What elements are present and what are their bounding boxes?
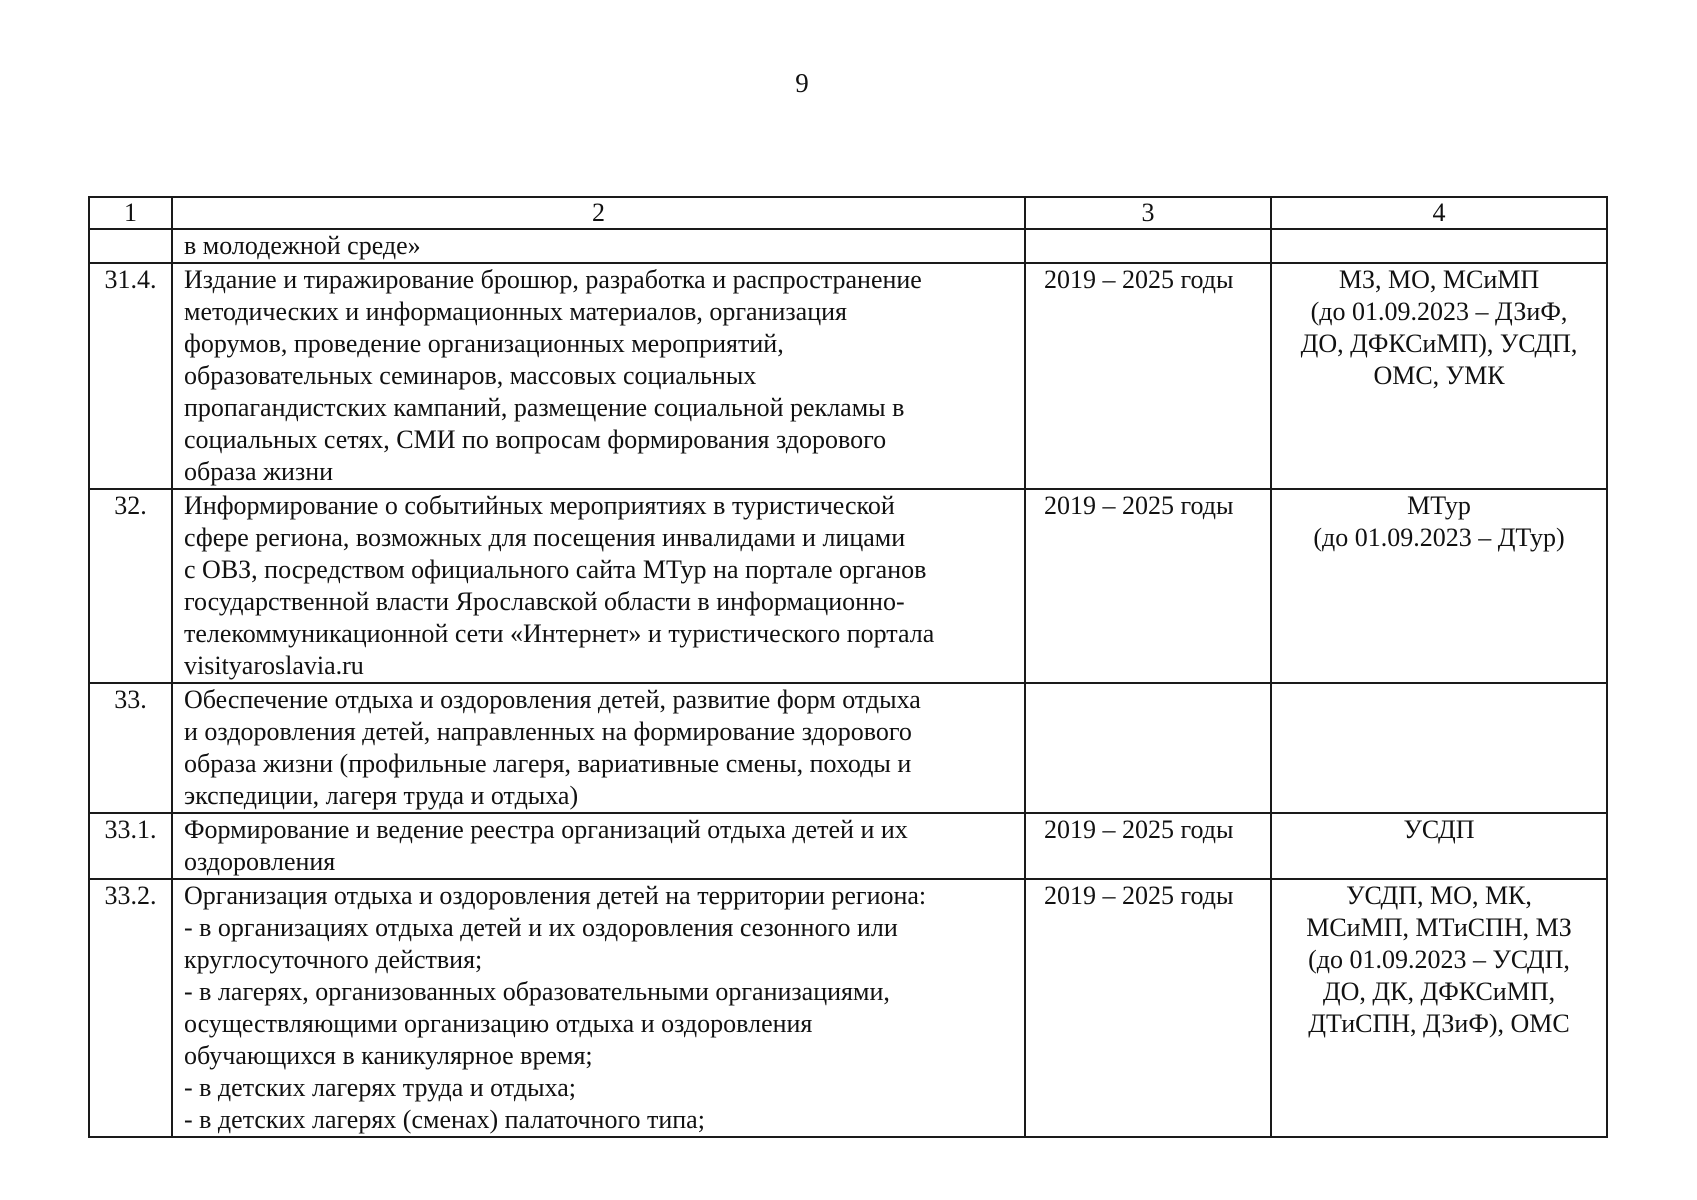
header-col-4: 4 xyxy=(1271,197,1607,229)
description-line: осуществляющими организацию отдыха и оздоровления xyxy=(184,1009,813,1038)
description-line: обучающихся в каникулярное время; xyxy=(184,1041,593,1070)
row-executors xyxy=(1271,879,1607,1137)
row-executors xyxy=(1271,263,1607,489)
description-line: Издание и тиражирование брошюр, разработка и распространение xyxy=(184,265,922,294)
row-period: 2019 – 2025 годы xyxy=(1025,813,1271,879)
row-description xyxy=(172,813,1025,879)
row-period: 2019 – 2025 годы xyxy=(1025,263,1271,489)
row-description xyxy=(172,489,1025,683)
description-line: телекоммуникационной сети «Интернет» и туристического портала xyxy=(184,619,935,648)
executor-line: МСиМП, МТиСПН, МЗ xyxy=(1306,913,1572,942)
description-line: государственной власти Ярославской области в информационно- xyxy=(184,587,905,616)
row-number: 33. xyxy=(89,683,172,813)
description-line: форумов, проведение организационных мероприятий, xyxy=(184,329,784,358)
header-col-2: 2 xyxy=(172,197,1025,229)
description-line: пропагандистских кампаний, размещение социальной рекламы в xyxy=(184,393,905,422)
row-executors xyxy=(1271,683,1607,813)
row-number: 33.1. xyxy=(89,813,172,879)
description-line: экспедиции, лагеря труда и отдыха) xyxy=(184,781,579,810)
table-row xyxy=(89,683,1607,813)
description-line: - в организациях отдыха детей и их оздоровления сезонного или xyxy=(184,913,898,942)
description-line: образовательных семинаров, массовых социальных xyxy=(184,361,757,390)
description-line: Формирование и ведение реестра организаций отдыха детей и их xyxy=(184,815,908,844)
row-number: 32. xyxy=(89,489,172,683)
row-description xyxy=(172,879,1025,1137)
description-line: - в детских лагерях труда и отдыха; xyxy=(184,1073,576,1102)
row-executors xyxy=(1271,489,1607,683)
executor-line: (до 01.09.2023 – ДТур) xyxy=(1313,523,1565,552)
executor-line: (до 01.09.2023 – УСДП, xyxy=(1308,945,1570,974)
table-row xyxy=(89,229,1607,263)
table-row xyxy=(89,879,1607,1137)
executor-line: (до 01.09.2023 – ДЗиФ, xyxy=(1310,297,1568,326)
table-header-row xyxy=(89,197,1607,229)
header-col-1: 1 xyxy=(89,197,172,229)
table-row xyxy=(89,489,1607,683)
description-line: Организация отдыха и оздоровления детей на территории региона: xyxy=(184,881,927,910)
row-description xyxy=(172,263,1025,489)
executor-line: УСДП, МО, МК, xyxy=(1346,881,1532,910)
executor-line: МЗ, МО, МСиМП xyxy=(1338,265,1540,294)
description-line: сфере региона, возможных для посещения инвалидами и лицами xyxy=(184,523,906,552)
row-period: 2019 – 2025 годы xyxy=(1025,489,1271,683)
page-number: 9 xyxy=(795,68,809,98)
header-col-3: 3 xyxy=(1025,197,1271,229)
description-line: образа жизни (профильные лагеря, вариативные смены, походы и xyxy=(184,749,912,778)
executor-line: ДО, ДК, ДФКСиМП, xyxy=(1322,977,1556,1006)
executor-line: ОМС, УМК xyxy=(1373,361,1505,390)
row-number: 31.4. xyxy=(89,263,172,489)
row-executors xyxy=(1271,813,1607,879)
description-line: методических и информационных материалов, организация xyxy=(184,297,847,326)
executor-line: ДО, ДФКСиМП), УСДП, xyxy=(1300,329,1578,358)
description-line: - в лагерях, организованных образовательными организациями, xyxy=(184,977,890,1006)
row-period: 2019 – 2025 годы xyxy=(1025,879,1271,1137)
description-line: visityaroslavia.ru xyxy=(184,651,364,680)
description-line: в молодежной среде» xyxy=(184,231,421,260)
executor-line: УСДП xyxy=(1403,815,1475,844)
row-period xyxy=(1025,683,1271,813)
description-line: Обеспечение отдыха и оздоровления детей, развитие форм отдыха xyxy=(184,685,921,714)
description-line: круглосуточного действия; xyxy=(184,945,483,974)
description-line: с ОВЗ, посредством официального сайта МТур на портале органов xyxy=(184,555,927,584)
description-line: социальных сетях, СМИ по вопросам формирования здорового xyxy=(184,425,887,454)
table-row xyxy=(89,813,1607,879)
executor-line: МТур xyxy=(1407,491,1471,520)
row-executors xyxy=(1271,229,1607,263)
row-description xyxy=(172,229,1025,263)
description-line: и оздоровления детей, направленных на формирование здорового xyxy=(184,717,912,746)
description-line: образа жизни xyxy=(184,457,334,486)
row-description xyxy=(172,683,1025,813)
measures-table xyxy=(88,196,1608,1138)
executor-line: ДТиСПН, ДЗиФ), ОМС xyxy=(1308,1009,1570,1038)
row-period xyxy=(1025,229,1271,263)
table-row xyxy=(89,263,1607,489)
description-line: Информирование о событийных мероприятиях в туристической xyxy=(184,491,895,520)
row-number xyxy=(89,229,172,263)
description-line: - в детских лагерях (сменах) палаточного типа; xyxy=(184,1105,705,1134)
row-number: 33.2. xyxy=(89,879,172,1137)
description-line: оздоровления xyxy=(184,847,336,876)
